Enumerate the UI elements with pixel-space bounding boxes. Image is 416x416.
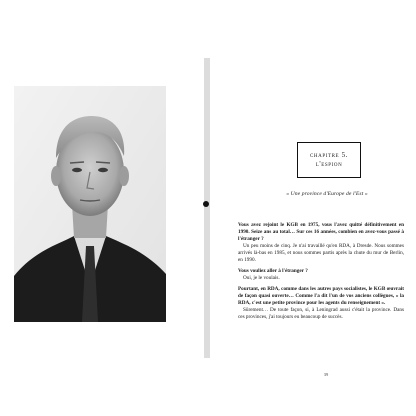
answer: Oui, je le voulais. [243, 275, 280, 281]
chapter-number: chapitre 5. [309, 151, 349, 159]
paragraph [238, 222, 404, 264]
chapter-heading-box [297, 142, 361, 178]
portrait-photo [14, 86, 166, 322]
interview-text [238, 222, 404, 325]
question: Vous avez rejoint le KGB en 1975, vous l'avez quitté définitivement en 1990. Seize ans au total… Sur ces 16 années, combien en avez-vous passé à l'étranger ? [238, 222, 404, 242]
chapter-epigraph: « Une province d'Europe de l'Est » [286, 191, 368, 197]
answer: Un peu moins de cinq. Je n'ai travaillé qu'en RDA, à Dresde. Nous sommes arrivés là-bas en 1985, et nous sommes partis après la chute du mur de Berlin, en 1990. [238, 243, 404, 263]
question: Vous vouliez aller à l'étranger ? [238, 268, 308, 274]
paragraph [238, 268, 404, 282]
chapter-title: l'espion [315, 160, 343, 168]
answer: Sûrement… De toute façon, si, à Leningrad aussi c'était la province. Dans ces provinces, j'ai toujours eu beaucoup de succès. [238, 307, 404, 320]
portrait-image [14, 86, 166, 322]
page-number: 39 [323, 372, 329, 377]
paragraph [238, 286, 404, 321]
question: Pourtant, en RDA, comme dans les autres pays socialistes, le KGB œuvrait de façon quasi ouverte… Comme l'a dit l'un de vos anciens collègues, « la RDA, c'est une petite province pour les agents du renseignement ». [238, 286, 404, 306]
gutter-dot-icon [201, 199, 211, 209]
